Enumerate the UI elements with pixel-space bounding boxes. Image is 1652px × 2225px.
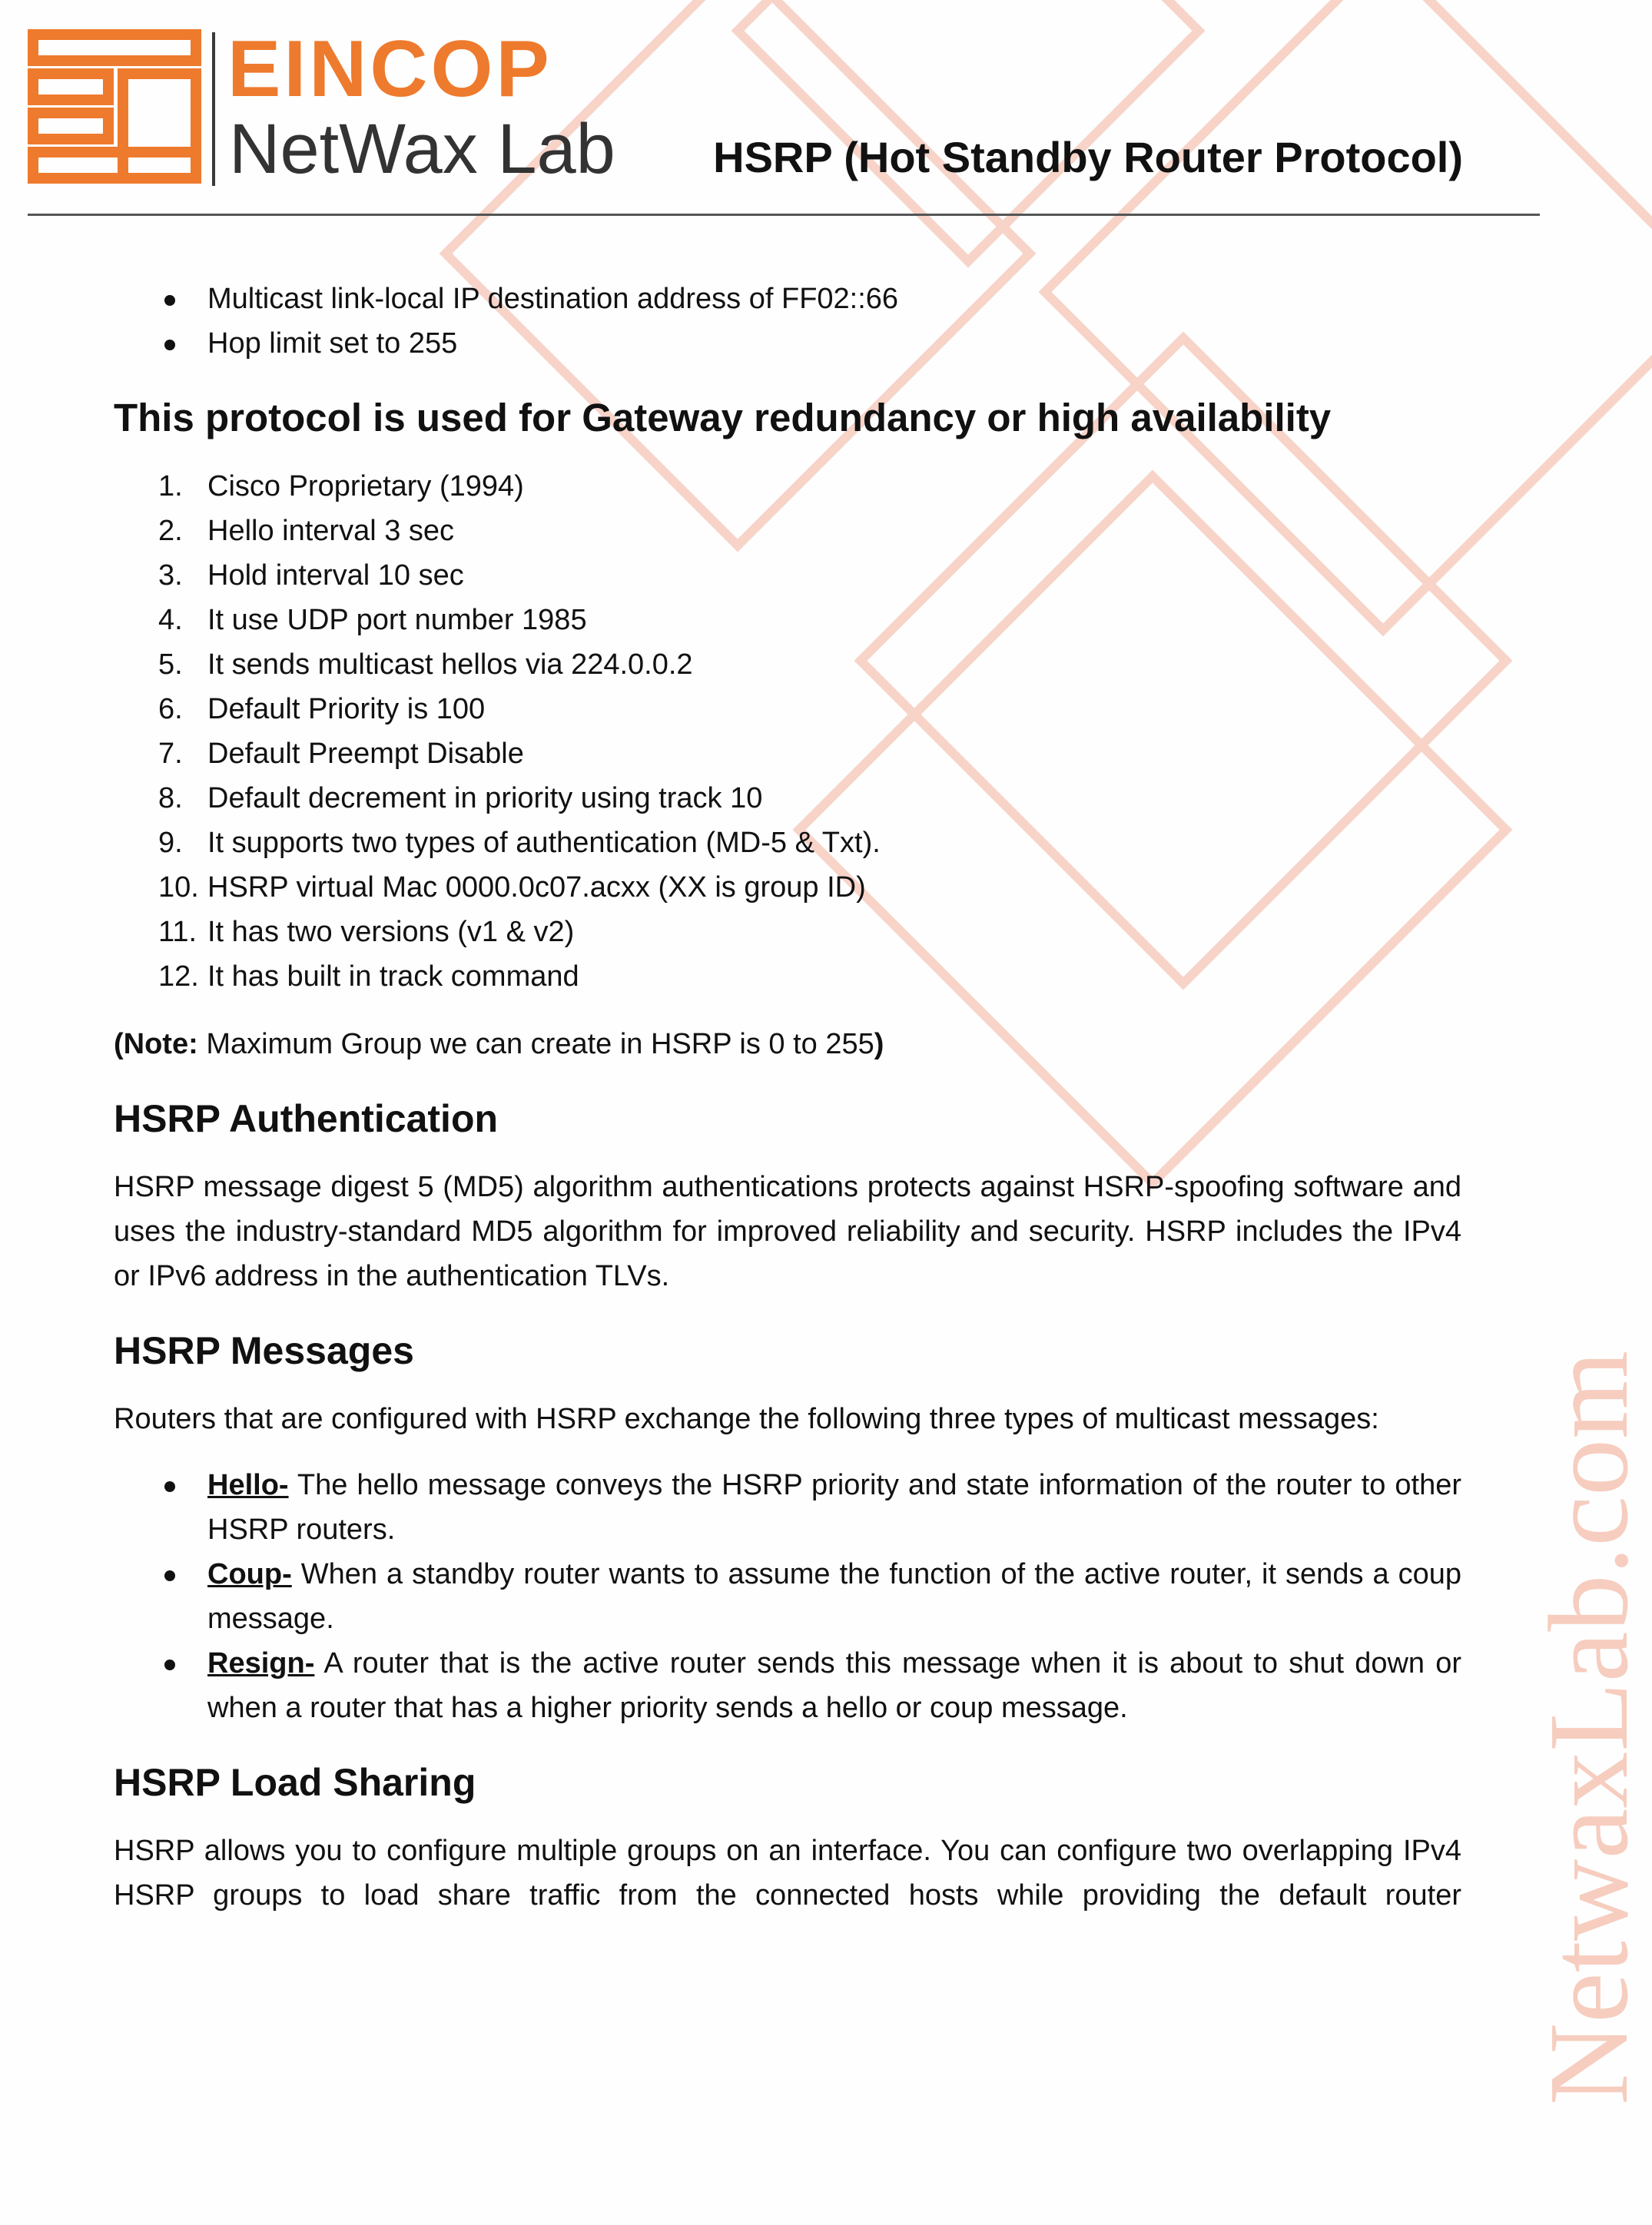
authentication-paragraph: HSRP message digest 5 (MD5) algorithm authentications protects against HSRP-spoofing software and uses the industry-standard MD5 algorithm for improved reliability and security. HSRP includes the IPv4 or IPv6 address in the authentication TLVs. xyxy=(114,1171,1461,1292)
features-heading: This protocol is used for Gateway redundancy or high availability xyxy=(114,396,1332,439)
list-item: 4. It use UDP port number 1985 xyxy=(158,604,587,636)
list-item: Resign- A router that is the active router sends this message when it is about to shut down or when a router that has a higher priority sends a hello or coup message. xyxy=(114,1641,1461,1730)
list-item: 1. Cisco Proprietary (1994) xyxy=(158,470,524,502)
logo-divider xyxy=(212,32,215,186)
note-paragraph: (Note: Maximum Group we can create in HSRP is 0 to 255) xyxy=(114,1028,884,1060)
list-item: Hop limit set to 255 xyxy=(114,321,1461,366)
messages-intro: Routers that are configured with HSRP exchange the following three types of multicast messages: xyxy=(114,1403,1379,1435)
load-sharing-paragraph: HSRP allows you to configure multiple groups on an interface. You can configure two overlapping IPv4 HSRP groups to load share traffic from the connected hosts while providing the default router xyxy=(114,1835,1461,1912)
document-body xyxy=(114,277,1461,1918)
list-item: 9. It supports two types of authentication (MD-5 & Txt). xyxy=(158,827,881,859)
document-title: HSRP (Hot Standby Router Protocol) xyxy=(713,133,1463,181)
list-item: 2. Hello interval 3 sec xyxy=(158,515,455,547)
list-item: Coup- When a standby router wants to assume the function of the active router, it sends a coup message. xyxy=(114,1552,1461,1641)
brand-name-bottom: NetWax Lab xyxy=(229,110,615,188)
list-item: Multicast link-local IP destination address of FF02::66 xyxy=(114,277,1461,321)
list-item: 12. It has built in track command xyxy=(158,960,579,993)
site-watermark: NetwaxLab.com xyxy=(1526,1350,1652,2105)
eincop-logo-icon xyxy=(28,29,204,191)
message-type-label: Resign- xyxy=(207,1647,315,1680)
authentication-heading: HSRP Authentication xyxy=(114,1097,499,1140)
message-type-label: Coup- xyxy=(207,1558,292,1590)
header-rule xyxy=(28,214,1540,216)
list-item: 7. Default Preempt Disable xyxy=(158,738,524,770)
list-item: 5. It sends multicast hellos via 224.0.0.2 xyxy=(158,648,693,681)
list-item: Hello- The hello message conveys the HSRP priority and state information of the router to other HSRP routers. xyxy=(114,1463,1461,1552)
list-item: 10. HSRP virtual Mac 0000.0c07.acxx (XX is group ID) xyxy=(158,871,866,904)
messages-list xyxy=(114,1463,1461,1730)
features-list xyxy=(114,464,1461,999)
intro-bullet-list xyxy=(114,277,1461,366)
brand-name-top: EINCOP xyxy=(227,25,552,114)
message-type-label: Hello- xyxy=(207,1469,289,1501)
list-item: 8. Default decrement in priority using track 10 xyxy=(158,782,763,814)
list-item: 6. Default Priority is 100 xyxy=(158,693,486,725)
messages-heading: HSRP Messages xyxy=(114,1329,414,1372)
load-sharing-heading: HSRP Load Sharing xyxy=(114,1761,476,1804)
list-item: 11. It has two versions (v1 & v2) xyxy=(158,916,575,948)
list-item: 3. Hold interval 10 sec xyxy=(158,559,464,592)
